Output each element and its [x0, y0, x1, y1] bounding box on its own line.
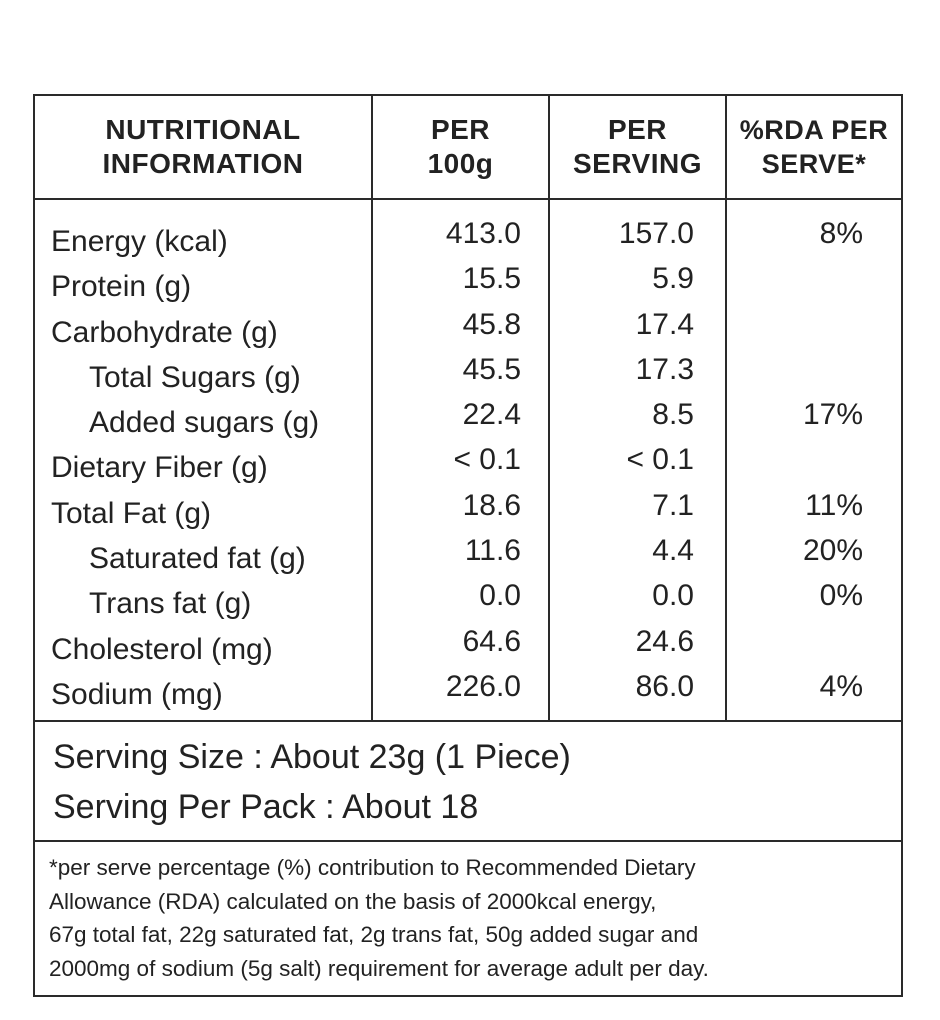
- value-per-100g: 45.5: [462, 352, 521, 386]
- header-divider: [35, 198, 901, 200]
- nutrient-name: Dietary Fiber (g): [51, 451, 268, 485]
- nutrient-name: Total Sugars (g): [89, 360, 301, 394]
- value-per-100g: 22.4: [462, 398, 521, 432]
- value-per-100g: 18.6: [462, 488, 521, 522]
- value-per-serving: 4.4: [652, 534, 694, 568]
- table-row: [35, 302, 901, 347]
- value-rda: 0%: [819, 579, 863, 613]
- value-per-100g: 15.5: [462, 262, 521, 296]
- nutrient-name: Energy (kcal): [51, 225, 228, 258]
- value-per-100g: 0.0: [479, 579, 521, 613]
- value-per-serving: 0.0: [652, 579, 694, 613]
- value-per-serving: 17.3: [635, 352, 694, 386]
- nutrient-name: Added sugars (g): [89, 406, 320, 440]
- nutrient-name: Saturated fat (g): [89, 542, 306, 576]
- serving-info: [53, 732, 571, 832]
- value-per-100g: 64.6: [462, 624, 521, 658]
- value-rda: 17%: [802, 398, 863, 432]
- value-rda: 11%: [805, 488, 863, 522]
- header-per-100g: PER 100g: [427, 114, 494, 179]
- serving-per-pack: Serving Per Pack : About 18: [53, 788, 479, 826]
- nutrient-rows: [35, 211, 901, 709]
- nutrient-name: Protein (g): [51, 270, 192, 304]
- nutrient-name: Cholesterol (mg): [51, 632, 273, 666]
- table-row: [35, 664, 901, 709]
- value-per-100g: < 0.1: [453, 443, 521, 477]
- table-row: [35, 347, 901, 392]
- nutrient-name: Trans fat (g): [89, 587, 252, 621]
- table-row: [35, 211, 901, 256]
- serving-size: Serving Size : About 23g (1 Piece): [53, 738, 571, 776]
- nutrient-name: Carbohydrate (g): [51, 315, 278, 349]
- value-per-100g: 413.0: [445, 217, 521, 250]
- table-row: [35, 256, 901, 304]
- footnote-line: *per serve percentage (%) contribution to Recommended Dietary: [49, 855, 696, 880]
- value-per-100g: 45.8: [462, 307, 521, 341]
- value-rda: 20%: [802, 534, 863, 568]
- value-per-serving: 5.9: [652, 262, 694, 296]
- footnote-line: Allowance (RDA) calculated on the basis of 2000kcal energy,: [49, 888, 657, 914]
- nutrient-name: Sodium (mg): [51, 677, 223, 711]
- rda-footnote: [49, 851, 899, 985]
- header-rda-per-serve: %RDA PER SERVE*: [739, 115, 889, 179]
- value-per-serving: 8.5: [652, 398, 694, 432]
- value-per-serving: 7.1: [652, 488, 694, 522]
- serving-divider: [35, 840, 901, 842]
- header-per-serving: PER SERVING: [572, 114, 703, 179]
- value-per-serving: 86.0: [635, 669, 694, 703]
- value-rda: 8%: [819, 217, 863, 250]
- table-row: [35, 483, 901, 528]
- nutrient-name: Total Fat (g): [51, 496, 212, 530]
- table-row: [35, 619, 901, 664]
- footnote-line: 67g total fat, 22g saturated fat, 2g trans fat, 50g added sugar and: [49, 922, 699, 947]
- table-bottom-divider: [35, 720, 901, 722]
- value-rda: 4%: [819, 669, 863, 703]
- value-per-serving: < 0.1: [626, 443, 694, 477]
- nutrition-facts-panel: [33, 94, 903, 997]
- value-per-serving: 17.4: [635, 307, 694, 341]
- value-per-100g: 226.0: [445, 669, 521, 703]
- table-row: [35, 437, 901, 485]
- footnote-line: 2000mg of sodium (5g salt) requirement for average adult per day.: [49, 955, 709, 981]
- table-row: [35, 528, 901, 576]
- table-row: [35, 573, 901, 621]
- value-per-100g: 11.6: [464, 534, 521, 568]
- value-per-serving: 157.0: [618, 217, 694, 250]
- value-per-serving: 24.6: [635, 624, 694, 658]
- header-nutritional-information: NUTRITIONAL INFORMATION: [102, 114, 304, 179]
- table-row: [35, 392, 901, 440]
